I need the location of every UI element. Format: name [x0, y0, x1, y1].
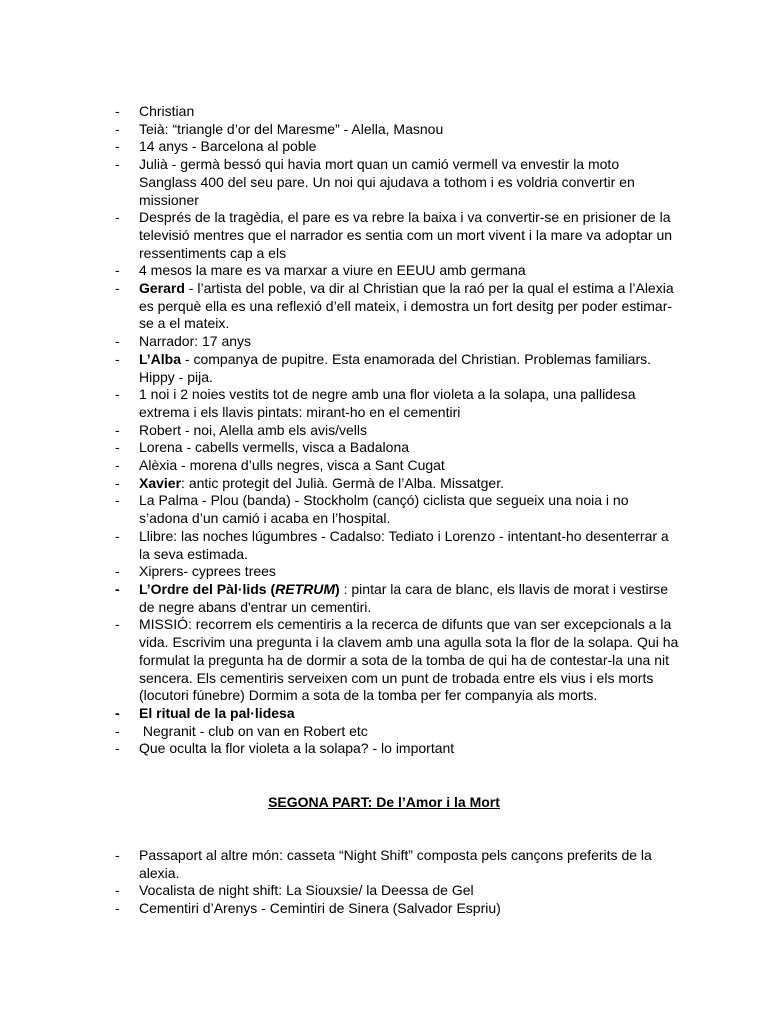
bullet-dash: - [115, 120, 120, 137]
bullet-dash: - [115, 722, 120, 739]
list-item-text: Lorena - cabells vermells, visca a Badalona [139, 439, 410, 456]
list-item-text: Julià - germà bessó qui havia mort quan un camió vermell va envestir la moto Sanglass 400 del seu pare. Un noi qui ajudava a tothom i es voldria convertir en missioner [139, 156, 635, 208]
list-item-text: Xiprers- cyprees trees [139, 563, 276, 580]
list-item [0, 280, 768, 333]
list-item-bold-italic: RETRUM [275, 580, 336, 597]
list-item [0, 439, 768, 457]
list-item [0, 351, 768, 386]
list-item [0, 333, 768, 351]
list-item [0, 581, 768, 616]
list-item [0, 847, 768, 882]
list-item [0, 138, 768, 156]
bullet-dash: - [115, 563, 120, 580]
list-item-text: : pintar la cara de blanc, els llavis de morat i vestirse de negre abans d'entrar un cementiri. [139, 580, 669, 615]
list-item [0, 563, 768, 581]
list-item [0, 103, 768, 121]
list-item-text: Cementiri d’Arenys - Cemintiri de Sinera (Salvador Espriu) [139, 900, 501, 917]
list-item [0, 492, 768, 527]
list-item [0, 528, 768, 563]
list-item-text: - companya de pupitre. Esta enamorada del Christian. Problemas familiars. Hippy - pija. [139, 350, 652, 385]
list-item-text: Llibre: las noches lúgumbres - Cadalso: Tediato i Lorenzo - intentant-ho desenterrar a la seva estimada. [139, 527, 669, 562]
bullet-dash: - [115, 492, 120, 509]
list-item-bold-name: ) [335, 580, 340, 597]
section-heading: SEGONA PART: De l’Amor i la Mort [268, 794, 500, 810]
list-item [0, 740, 768, 758]
list-item-text: Vocalista de night shift: La Siouxsie/ la Deessa de Gel [139, 882, 474, 899]
list-item [0, 422, 768, 440]
list-item-text: Robert - noi, Alella amb els avis/vells [139, 421, 367, 438]
list-item-text: - l’artista del poble, va dir al Christian que la raó per la qual el estima a l’Alexia es perquè ella es una reflexió d’ell mateix, i demostra un fort desitg per poder estimar-se a el mateix. [139, 280, 674, 332]
list-item-bold-name: L’Alba [139, 350, 182, 367]
list-item-text: Després de la tragèdia, el pare es va rebre la baixa i va convertir-se en prisioner de la televisió mentres que el narrador es sentia com un mort vivent i la mare va adoptar un ressentiments cap a els [139, 209, 673, 261]
list-item [0, 475, 768, 493]
notes-list-part-one [0, 103, 768, 758]
bullet-dash: - [115, 138, 120, 155]
bullet-dash: - [115, 740, 120, 757]
list-item [0, 882, 768, 900]
list-item [0, 457, 768, 475]
bullet-dash: - [115, 527, 120, 544]
list-item-text: : antic protegit del Julià. Germà de l’Alba. Missatger. [181, 474, 504, 491]
list-item [0, 386, 768, 421]
list-item-bold-name: Xavier [139, 474, 182, 491]
list-item [0, 209, 768, 262]
list-item-text: 14 anys - Barcelona al poble [139, 138, 317, 155]
list-item [0, 723, 768, 741]
list-item-text: Narrador: 17 anys [139, 333, 252, 350]
bullet-dash: - [115, 474, 120, 491]
list-item [0, 262, 768, 280]
bullet-dash: - [115, 262, 120, 279]
bullet-dash: - [115, 457, 120, 474]
bullet-dash: - [115, 580, 120, 597]
list-item-text: 1 noi i 2 noies vestits tot de negre amb una flor violeta a la solapa, una pallidesa extrema i els llavis pintats: mirant-ho en el cementiri [139, 386, 636, 420]
list-item-text: La Palma - Plou (banda) - Stockholm (cançó) ciclista que segueix una noia i no s’adona d’un camió i acaba en l’hospital. [139, 492, 629, 527]
list-item [0, 616, 768, 705]
bullet-dash: - [115, 350, 120, 367]
bullet-dash: - [115, 386, 120, 403]
list-item-bold-name: Gerard [139, 280, 185, 297]
list-item [0, 705, 768, 723]
list-item-bold-name: El ritual de la pal·lidesa [139, 704, 295, 721]
list-item-text: Passaport al altre món: casseta “Night Shift” composta pels cançons preferits de la alexia. [139, 847, 652, 881]
bullet-dash: - [115, 421, 120, 438]
notes-list-part-two [0, 847, 768, 918]
bullet-dash: - [115, 156, 120, 173]
bullet-dash: - [115, 209, 120, 226]
list-item [0, 900, 768, 918]
bullet-dash: - [115, 280, 120, 297]
bullet-dash: - [115, 847, 120, 863]
list-item-text: Negranit - club on van en Robert etc [139, 722, 368, 739]
list-item-text: 4 mesos la mare es va marxar a viure en EEUU amb germana [139, 262, 526, 279]
bullet-dash: - [115, 103, 120, 119]
list-item [0, 121, 768, 139]
bullet-dash: - [115, 616, 120, 633]
bullet-dash: - [115, 333, 120, 350]
bullet-dash: - [115, 439, 120, 456]
list-item-text: Alèxia - morena d’ulls negres, visca a Sant Cugat [139, 457, 445, 474]
bullet-dash: - [115, 704, 120, 721]
list-item-text: Que oculta la flor violeta a la solapa? - lo important [139, 740, 455, 757]
bullet-dash: - [115, 882, 120, 899]
list-item-text: MISSIÓ: recorrem els cementiris a la recerca de difunts que van ser excepcionals a la vida. Escrivim una pregunta i la clavem amb una agulla sota la flor de la solapa. Qui ha formulat la pregunta ha de dormir a sota de la tomba de qui ha de contestar-la una nit sencera. Els cementiris serveixen com un punt de trobada entre els vius i els morts (locutori fúnebre) Dormim a sota de la tomba per fer companyia als morts. [139, 616, 679, 704]
list-item [0, 156, 768, 209]
list-item-bold-name: L’Ordre del Pàl·lids ( [139, 580, 276, 597]
bullet-dash: - [115, 900, 120, 917]
list-item-text: Teià: “triangle d’or del Maresme” - Alella, Masnou [139, 120, 444, 137]
list-item-text: Christian [139, 103, 195, 119]
